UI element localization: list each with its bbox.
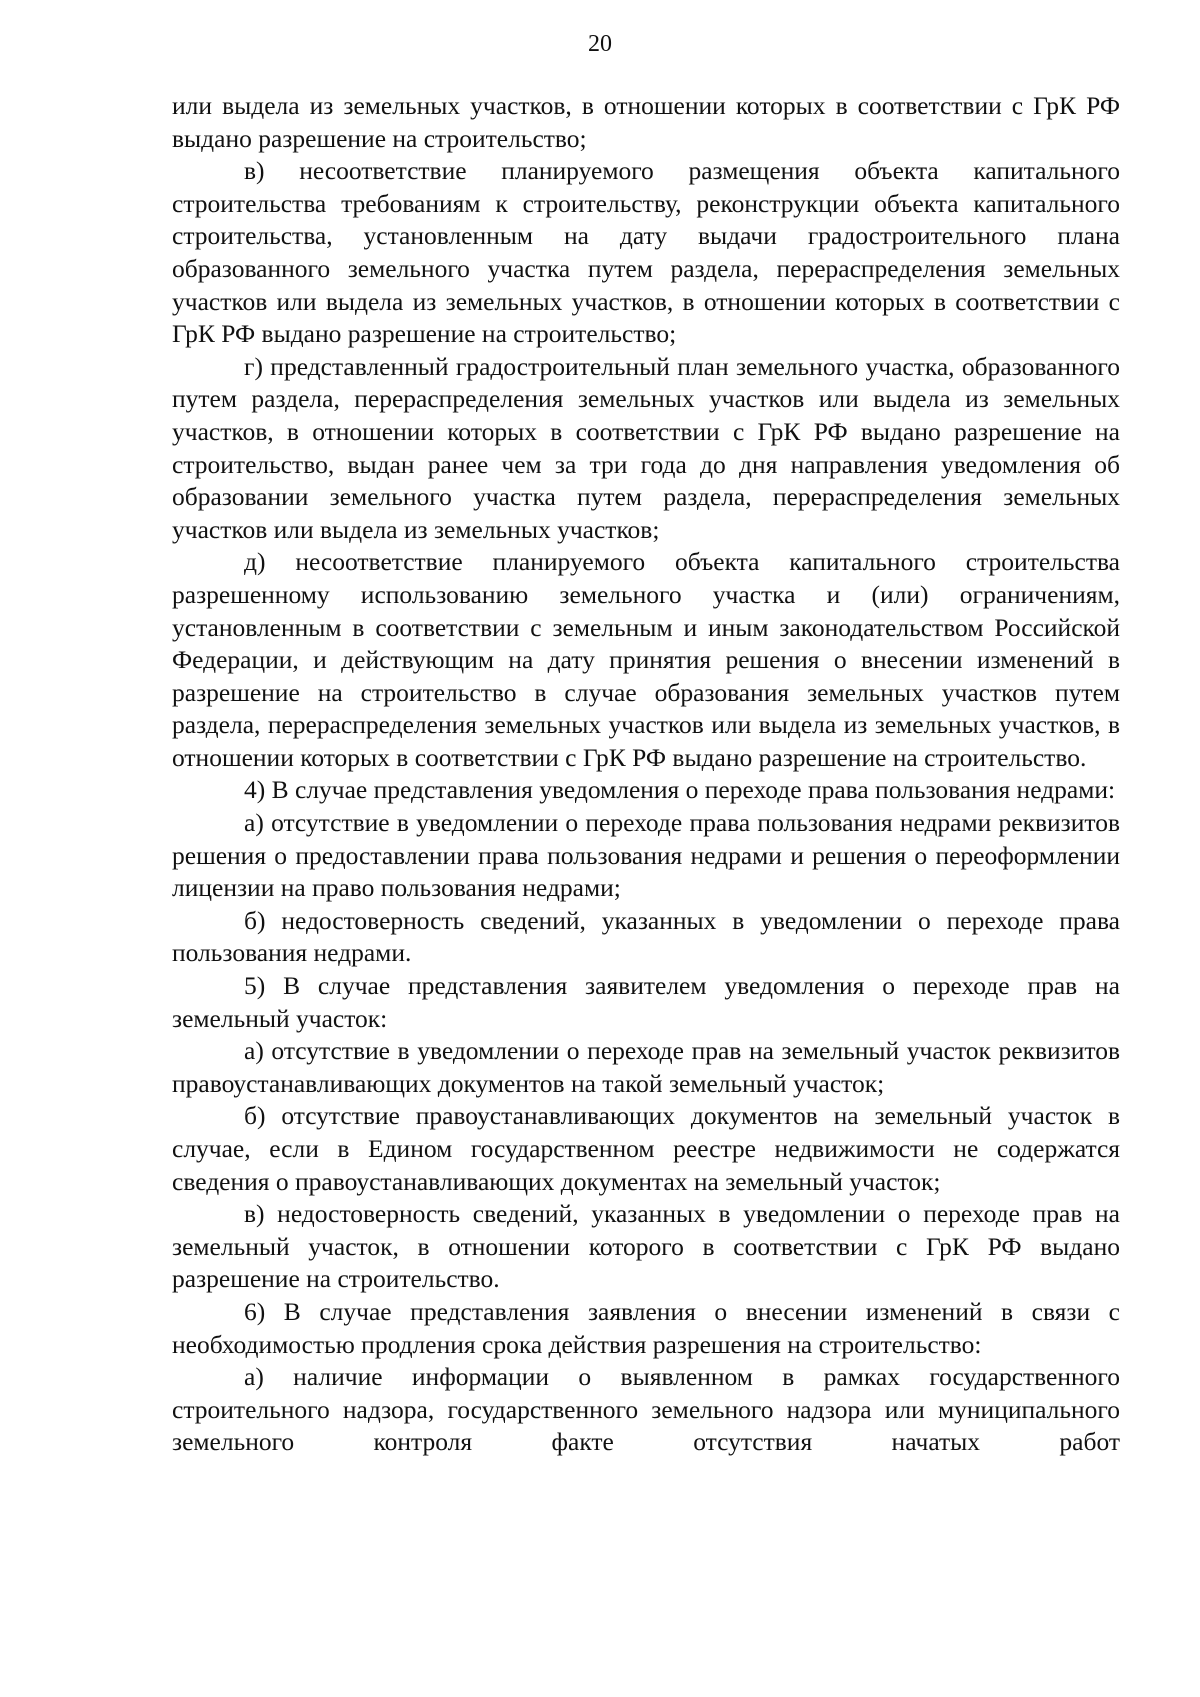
paragraph-item-a-4: а) отсутствие в уведомлении о переходе права пользования недрами реквизитов решения о предоставлении права пользования недрами и решения о переоформлении лицензии на право пользования недрами; xyxy=(172,808,1120,903)
paragraph-item-v-3: в) несоответствие планируемого размещения объекта капитального строительства требованиям к строительству, реконструкции объекта капитального строительства, установленным на дату выдачи градостроительного плана образованного земельного участка путем раздела, перераспределения земельных участков или выдела из земельных участков, в отношении которых в соответствии с ГрК РФ выдано разрешение на строительство; xyxy=(172,156,1120,349)
paragraph-section-5: 5) В случае представления заявителем уведомления о переходе прав на земельный участок: xyxy=(172,971,1120,1033)
paragraph-item-a-6: а) наличие информации о выявленном в рамках государственного строительного надзора, государственного земельного надзора или муниципального земельного контроля факте отсутствия начатых работ xyxy=(172,1362,1120,1457)
paragraph-item-g-3: г) представленный градостроительный план земельного участка, образованного путем раздела, перераспределения земельных участков или выдела из земельных участков, в отношении которых в соответствии с ГрК РФ выдано разрешение на строительство, выдан ранее чем за три года до дня направления уведомления об образовании земельного участка путем раздела, перераспределения земельных участков или выдела из земельных участков; xyxy=(172,351,1120,544)
paragraph-item-b-5: б) отсутствие правоустанавливающих документов на земельный участок в случае, если в Едином государственном реестре недвижимости не содержатся сведения о правоустанавливающих документах на земельный участок; xyxy=(172,1101,1120,1196)
paragraph-item-v-5: в) недостоверность сведений, указанных в уведомлении о переходе прав на земельный участок, в отношении которого в соответствии с ГрК РФ выдано разрешение на строительство. xyxy=(172,1199,1120,1294)
page-number: 20 xyxy=(588,31,612,57)
paragraph-item-b-4: б) недостоверность сведений, указанных в уведомлении о переходе права пользования недрами. xyxy=(172,905,1120,968)
document-body xyxy=(172,90,1120,1459)
paragraph-item-a-5: а) отсутствие в уведомлении о переходе прав на земельный участок реквизитов правоустанавливающих документов на такой земельный участок; xyxy=(172,1036,1120,1098)
paragraph-continuation: или выдела из земельных участков, в отношении которых в соответствии с ГрК РФ выдано разрешение на строительство; xyxy=(172,91,1120,153)
paragraph-section-6: 6) В случае представления заявления о внесении изменений в связи с необходимостью продления срока действия разрешения на строительство: xyxy=(172,1296,1120,1359)
paragraph-section-4: 4) В случае представления уведомления о переходе права пользования недрами: xyxy=(244,775,1116,805)
paragraph-item-d-3: д) несоответствие планируемого объекта капитального строительства разрешенному использованию земельного участка и (или) ограничениям, установленным в соответствии с земельным и иным законодательством Российской Федерации, и действующим на дату принятия решения о внесении изменений в разрешение на строительство в случае образования земельных участков путем раздела, перераспределения земельных участков или выдела из земельных участков, в отношении которых в соответствии с ГрК РФ выдано разрешение на строительство. xyxy=(172,547,1120,772)
